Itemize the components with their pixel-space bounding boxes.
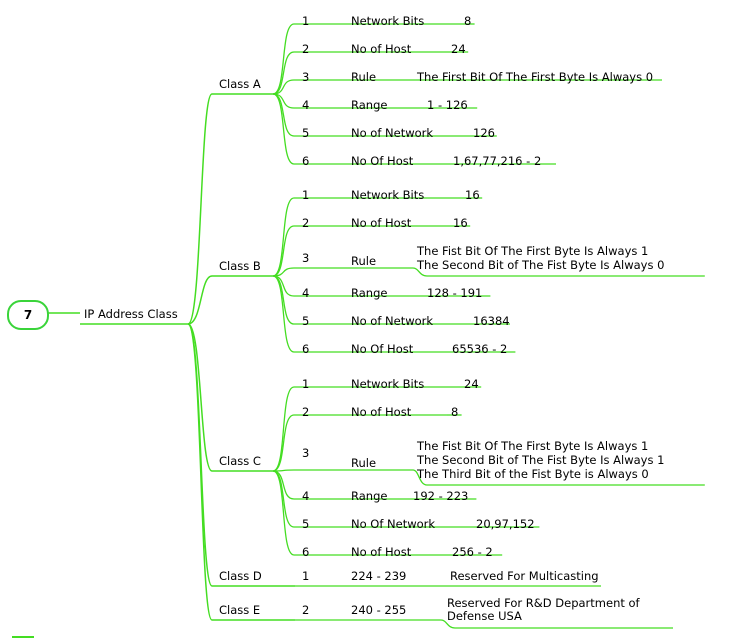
item-number: 2: [302, 603, 310, 617]
item-number: 4: [302, 489, 310, 503]
item-value[interactable]: 192 - 223: [413, 489, 469, 503]
item-value[interactable]: The Third Bit of the Fist Byte is Always 0: [417, 467, 649, 481]
item-branch-line: [273, 94, 294, 164]
item-key[interactable]: No Of Network: [351, 517, 436, 531]
item-number: 1: [302, 14, 310, 28]
item-key[interactable]: No of Network: [351, 126, 434, 140]
item-number: 6: [302, 342, 310, 356]
item-number: 4: [302, 98, 310, 112]
item-number: 2: [302, 405, 310, 419]
item-value[interactable]: 8: [451, 405, 459, 419]
item-value[interactable]: The Fist Bit Of The First Byte Is Always 1: [417, 439, 649, 453]
item-number: 6: [302, 154, 310, 168]
item-value[interactable]: Reserved For R&D Department of: [447, 596, 640, 610]
item-value[interactable]: 20,97,152: [476, 517, 535, 531]
item-key[interactable]: Range: [351, 489, 388, 503]
class-label[interactable]: Class E: [219, 603, 261, 617]
item-value[interactable]: 8: [464, 14, 472, 28]
item-value[interactable]: 24: [464, 377, 479, 391]
item-key[interactable]: Network Bits: [351, 188, 425, 202]
item-value[interactable]: Reserved For Multicasting: [450, 569, 599, 583]
item-value[interactable]: The Second Bit of The Fist Byte Is Always 0: [417, 258, 665, 272]
item-value[interactable]: 128 - 191: [427, 286, 483, 300]
item-value[interactable]: 24: [451, 42, 466, 56]
item-key[interactable]: No of Host: [351, 405, 412, 419]
item-key[interactable]: Rule: [351, 70, 377, 84]
class-branch-line: [188, 94, 212, 324]
item-value[interactable]: 256 - 2: [452, 545, 493, 559]
item-number: 3: [302, 70, 310, 84]
item-value[interactable]: 16384: [473, 314, 510, 328]
item-number: 1: [302, 188, 310, 202]
class-label[interactable]: Class A: [219, 77, 261, 91]
item-value[interactable]: Defense USA: [447, 609, 522, 623]
item-branch-line: [273, 198, 294, 276]
class-label[interactable]: Class D: [219, 569, 262, 583]
item-number: 4: [302, 286, 310, 300]
class-label[interactable]: Class B: [219, 259, 261, 273]
item-key[interactable]: Rule: [351, 254, 377, 268]
item-value[interactable]: 16: [453, 216, 468, 230]
item-number: 5: [302, 126, 310, 140]
item-key[interactable]: 240 - 255: [351, 603, 407, 617]
item-value[interactable]: 126: [473, 126, 495, 140]
item-key[interactable]: No Of Host: [351, 342, 414, 356]
item-key[interactable]: Rule: [351, 456, 377, 470]
item-key[interactable]: 224 - 239: [351, 569, 407, 583]
item-key[interactable]: No of Host: [351, 545, 412, 559]
item-number: 5: [302, 314, 310, 328]
root-topic-label[interactable]: IP Address Class: [84, 307, 178, 321]
item-value[interactable]: 16: [465, 188, 480, 202]
item-number: 6: [302, 545, 310, 559]
item-branch-line: [273, 24, 294, 94]
item-number: 1: [302, 569, 310, 583]
item-number: 2: [302, 42, 310, 56]
item-key[interactable]: No Of Host: [351, 154, 414, 168]
item-value[interactable]: 65536 - 2: [452, 342, 508, 356]
item-key[interactable]: Range: [351, 98, 388, 112]
item-number: 2: [302, 216, 310, 230]
item-number: 3: [302, 251, 310, 265]
item-key[interactable]: Network Bits: [351, 14, 425, 28]
item-number: 5: [302, 517, 310, 531]
item-value[interactable]: 1,67,77,216 - 2: [453, 154, 542, 168]
item-value[interactable]: 1 - 126: [427, 98, 468, 112]
item-value[interactable]: The Second Bit of The Fist Byte Is Always 1: [417, 453, 665, 467]
item-number: 1: [302, 377, 310, 391]
item-branch-line: [273, 387, 294, 471]
topic-number-badge[interactable]: 7: [7, 300, 49, 330]
item-branch-line: [273, 276, 294, 296]
item-key[interactable]: No of Host: [351, 216, 412, 230]
item-key[interactable]: Network Bits: [351, 377, 425, 391]
item-key[interactable]: No of Host: [351, 42, 412, 56]
item-number: 3: [302, 446, 310, 460]
item-value[interactable]: The First Bit Of The First Byte Is Always 0: [417, 70, 654, 84]
item-key[interactable]: Range: [351, 286, 388, 300]
item-key[interactable]: No of Network: [351, 314, 434, 328]
item-value[interactable]: The Fist Bit Of The First Byte Is Always 1: [417, 244, 649, 258]
class-label[interactable]: Class C: [219, 454, 261, 468]
